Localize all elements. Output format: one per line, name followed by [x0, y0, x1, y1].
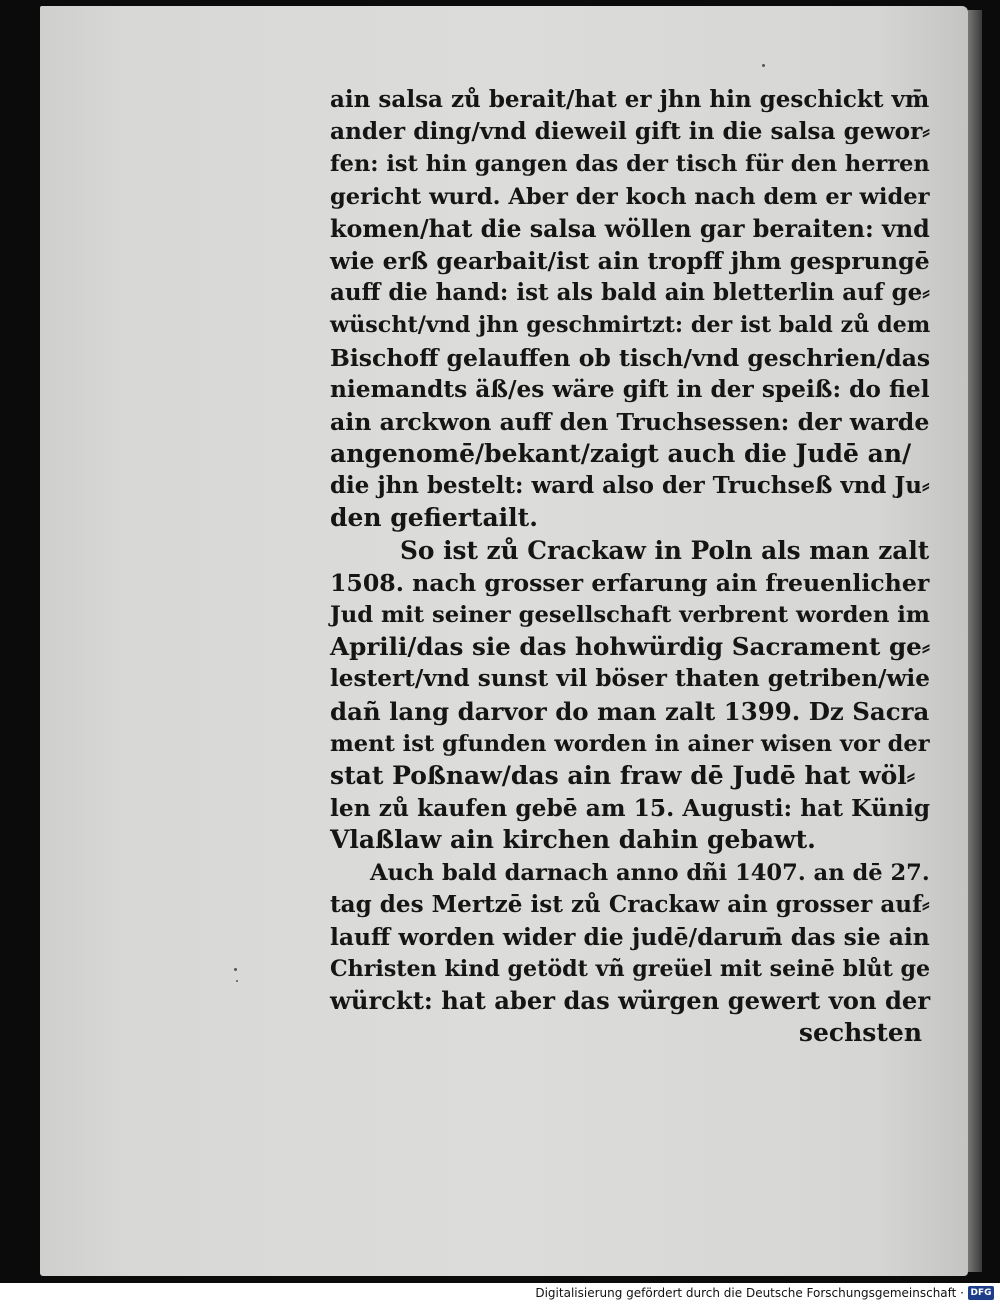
- text-line: Jud mit seiner gesellschaft verbrent worden im: [330, 602, 930, 628]
- text-line: auff die hand: ist als bald ain bletterlin auf ge⸗: [330, 279, 930, 307]
- page-speck: [762, 64, 765, 67]
- catchword: sechsten: [798, 1018, 922, 1048]
- text-line: würckt: hat aber das würgen gewert von der: [330, 986, 931, 1016]
- text-line: die jhn bestelt: ward also der Truchseß vnd Ju⸗: [330, 472, 930, 500]
- text-line: ander ding/vnd dieweil gift in die salsa gewor⸗: [330, 118, 931, 146]
- page-edge: [968, 10, 982, 1272]
- text-line: lauff worden wider die judē/darum̄ das sie ain: [330, 922, 930, 951]
- text-line: Christen kind getödt vñ greüel mit seinē blůt ge: [330, 956, 931, 983]
- text-line: wüscht/vnd jhn geschmirtzt: der ist bald zů dem: [330, 312, 931, 339]
- text-line: len zů kaufen gebē am 15. Augusti: hat Künig: [330, 794, 931, 823]
- paragraph-start-line: So ist zů Crackaw in Poln als man zalt: [400, 535, 930, 565]
- text-line: ain arckwon auff den Truchsessen: der warde: [330, 407, 930, 436]
- text-line: Aprili/das sie das hohwürdig Sacrament ge⸗: [330, 632, 931, 662]
- text-line: ain salsa zů berait/hat er jhn hin geschickt vm̄: [330, 86, 930, 113]
- text-line: niemandts äß/es wäre gift in der speiß: do fiel: [330, 375, 930, 403]
- digitization-footer: [0, 1283, 1000, 1305]
- page-speck: [236, 980, 238, 982]
- text-line: Vlaßlaw ain kirchen dahin gebawt.: [330, 825, 816, 855]
- text-line: angenomē/bekant/zaigt auch die Judē an/: [330, 439, 912, 469]
- funding-credit: Digitalisierung gefördert durch die Deutsche Forschungsgemeinschaft ·: [535, 1286, 964, 1300]
- text-line: den gefiertailt.: [330, 503, 538, 533]
- text-line: Bischoff gelauffen ob tisch/vnd geschrien/das: [330, 343, 931, 372]
- text-line: dañ lang darvor do man zalt 1399. Dz Sacra: [330, 696, 930, 726]
- paragraph-start-line: Auch bald darnach anno dñi 1407. an dē 27.: [370, 859, 930, 886]
- text-line: stat Poßnaw/das ain fraw dē Judē hat wöl⸗: [330, 760, 916, 790]
- text-line: komen/hat die salsa wöllen gar beraiten: vnd: [330, 214, 930, 243]
- text-line: lestert/vnd sunst vil böser thaten getriben/wie: [330, 665, 930, 693]
- text-line: gericht wurd. Aber der koch nach dem er wider: [330, 183, 930, 210]
- text-line: 1508. nach grosser erfarung ain freuenlicher: [330, 568, 930, 597]
- page-text: [330, 84, 930, 1050]
- dfg-logo: DFG: [968, 1286, 994, 1300]
- text-line: fen: ist hin gangen das der tisch für den herren: [330, 151, 930, 178]
- text-line: wie erß gearbait/ist ain tropff jhm gesprungē: [330, 246, 930, 275]
- text-line: tag des Mertzē ist zů Crackaw ain grosser auf⸗: [330, 890, 930, 918]
- page-speck: [234, 968, 237, 971]
- text-line: ment ist gfunden worden in ainer wisen vor der: [330, 730, 930, 757]
